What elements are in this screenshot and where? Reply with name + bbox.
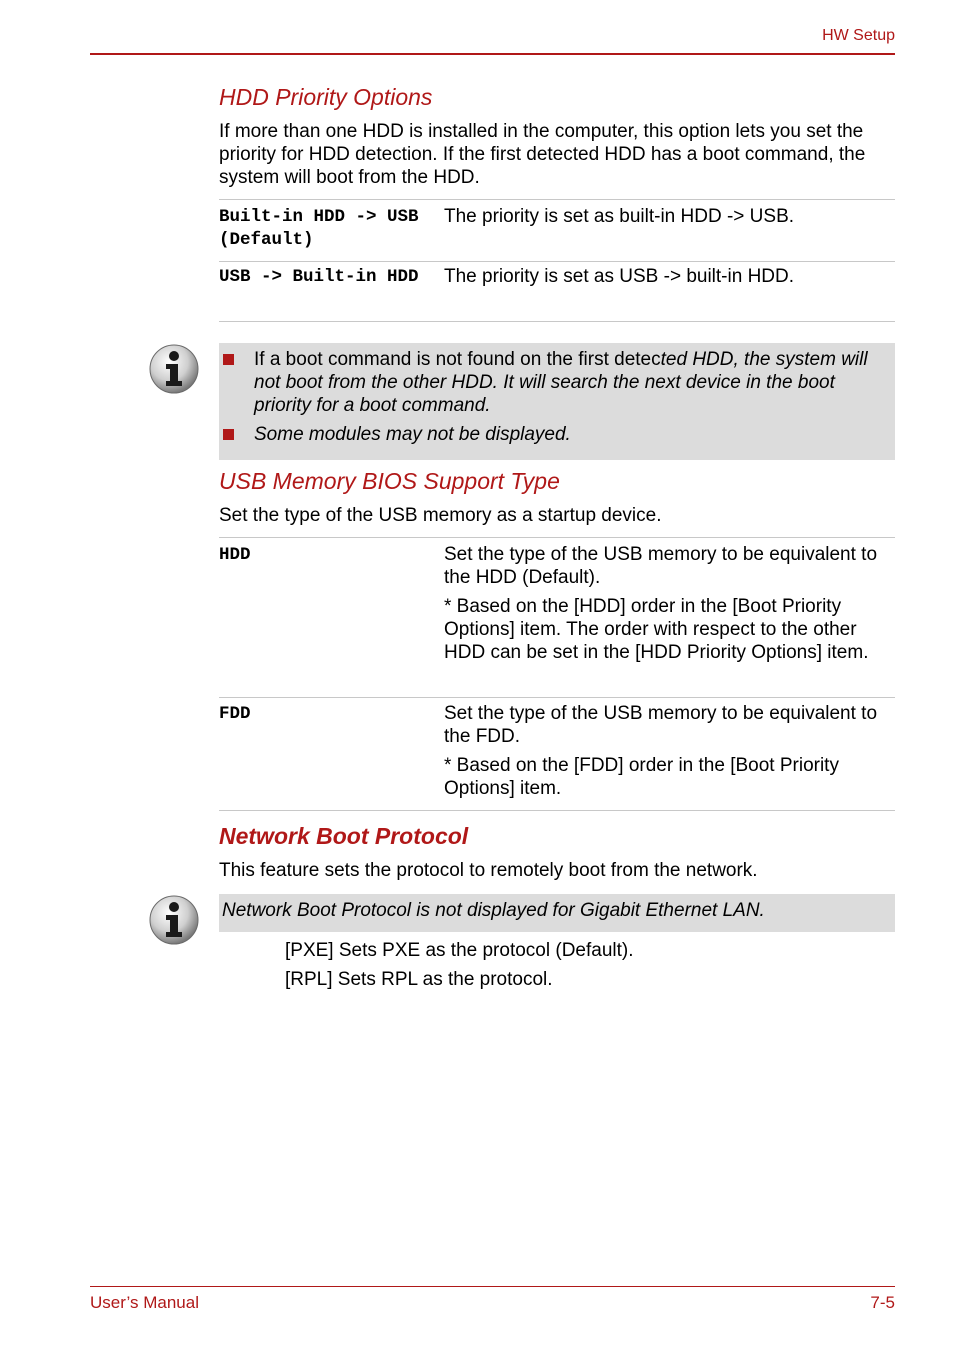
option-note: * Based on the [HDD] order in the [Boot Priority Options] item. The order with respect to the other HDD can be set in the [HDD Priority Options] item. [444, 596, 869, 663]
option-description: Set the type of the USB memory to be equivalent to the FDD. [444, 703, 878, 747]
header-rule [90, 53, 895, 55]
option-note: * Based on the [FDD] order in the [Boot Priority Options] item. [444, 755, 839, 799]
bullet-square-icon [223, 354, 234, 365]
note-text-italic: ted HDD, the system will not boot from the other HDD. It will search the next device in the boot priority for a boot command. [254, 349, 868, 416]
option-term: USB -> Built-in HDD [219, 267, 419, 287]
list-item: [RPL] Sets RPL as the protocol. [285, 969, 553, 990]
option-term: FDD [219, 704, 251, 724]
note-text: If a boot command is not found on the first detec [254, 349, 661, 370]
list-item: [PXE] Sets PXE as the protocol (Default). [285, 940, 634, 961]
list-item [219, 348, 895, 417]
usb-memory-intro: Set the type of the USB memory as a startup device. [219, 505, 662, 526]
footer-rule [90, 1286, 895, 1287]
option-description: The priority is set as USB -> built-in HDD. [444, 266, 795, 287]
option-description: The priority is set as built-in HDD -> USB. [444, 206, 795, 227]
option-description: Set the type of the USB memory to be equivalent to the HDD (Default). [444, 544, 878, 588]
section-title-network-boot: Network Boot Protocol [219, 823, 469, 849]
page-number: 7-5 [870, 1293, 895, 1312]
option-term: Built-in HDD -> USB (Default) [219, 207, 419, 250]
network-boot-intro: This feature sets the protocol to remotely boot from the network. [219, 860, 758, 881]
table-row [219, 697, 895, 811]
table-row [219, 537, 895, 698]
list-item [219, 423, 895, 446]
info-icon [148, 894, 200, 946]
footer-manual-title: User’s Manual [90, 1293, 199, 1312]
section-title-hdd-priority: HDD Priority Options [219, 84, 433, 110]
bullet-square-icon [223, 429, 234, 440]
note-box [219, 343, 895, 460]
note-box [219, 894, 895, 932]
running-header: HW Setup [822, 27, 895, 44]
table-row [219, 199, 895, 262]
hdd-priority-intro: If more than one HDD is installed in the computer, this option lets you set the priority for HDD detection. If the first detected HDD has a boot command, the system will boot from the HDD. [219, 121, 866, 188]
section-title-usb-memory: USB Memory BIOS Support Type [219, 468, 560, 494]
info-icon [148, 343, 200, 395]
table-row [219, 261, 895, 322]
note-text: Network Boot Protocol is not displayed for Gigabit Ethernet LAN. [222, 900, 765, 921]
option-term: HDD [219, 545, 251, 565]
note-text: Some modules may not be displayed. [254, 424, 571, 445]
